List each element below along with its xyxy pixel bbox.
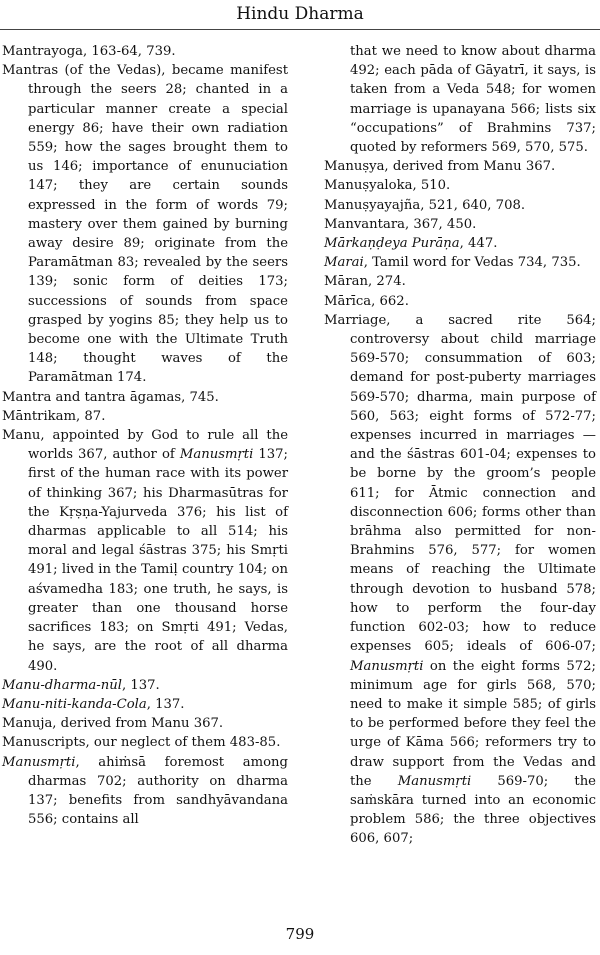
index-entry: Manvantara, 367, 450. <box>324 216 477 232</box>
index-entry: Mantrayoga, 163-64, 739. <box>2 44 176 59</box>
running-header: Hindu Dharma <box>236 4 364 24</box>
header-rule <box>0 29 600 30</box>
index-entry: Manuṣya, derived from Manu 367. <box>324 159 556 175</box>
index-entry: Mantras (of the Vedas), became manifest through the seers 28; chanted in a particular manner create a special energy 86; have their own radiation 559; how the sages brought them to us 146; importance of enunuciation 147; they are certain sounds expressed in the form of words 79; mastery over them gained by burning away desire 89; originate from the Paramātman 83; revealed by the seers 139; sonic form of deities 173; successions of sounds from space grasped by yogins 85; they help us to become one with the Ultimate Truth 148; thought waves of the Paramātman 174. <box>2 63 288 386</box>
index-entry: Manuṣyaloka, 510. <box>324 178 451 194</box>
index-entry: Manuscripts, our neglect of them 483-85. <box>2 735 281 751</box>
index-column-right <box>324 42 596 849</box>
index-entry: Mārīca, 662. <box>324 293 409 309</box>
index-entry-continuation: that we need to know about dharma 492; each pāda of Gāyatrī, it says, is taken from a Veda 548; for women marriage is upanayana 566; lists six “occupations” of Brahmins 737; quoted by reformers 569, 570, 575. <box>350 44 596 156</box>
index-entry: Manuṣyayajña, 521, 640, 708. <box>324 197 526 213</box>
index-entry: Manu, appointed by God to rule all the worlds 367, author of Manusmṛti 137; first of the human race with its power of thinking 367; his Dharmasūtras for the Kṛṣṇa-Yajurveda 376; his list of dharmas applicable to all 514; his moral and legal śāstras 375; his Smṛti 491; lived in the Tamiḷ country 104; on aśvamedha 183; one truth, he says, is greater than one thousand horse sacrifices 183; on Smṛti 491; Vedas, he says, are the root of all dharma 490. <box>2 428 288 674</box>
index-entry: Mantra and tantra āgamas, 745. <box>2 389 219 405</box>
index-entry: Māntrikam, 87. <box>2 408 106 424</box>
index-entry: Manuja, derived from Manu 367. <box>2 716 224 732</box>
index-entry: Manusmṛti, ahiṁsā foremost among dharmas 702; authority on dharma 137; benefits from sandhyāvandana 556; contains all <box>2 754 288 828</box>
index-entry: Māran, 274. <box>324 274 406 290</box>
index-column-left <box>2 42 288 829</box>
index-entry: Manu-niti-kanda-Cola, 137. <box>2 696 185 712</box>
index-entry: Mārkaṇḍeya Purāṇa, 447. <box>324 236 498 252</box>
index-entry: Marriage, a sacred rite 564; controversy about child marriage 569-570; consummation of 603; demand for post-puberty marriages 569-570; dharma, main purpose of 560, 563; eight forms of 572-77; expenses incurred in marriages — and the śāstras 601-04; expenses to be borne by the groom’s people 611; for Ātmic connection and disconnection 606; forms other than brāhma also permitted for non-Brahmins 576, 577; for women means of reaching the Ultimate through devotion to husband 578; how to perform the four-day function 602-03; how to reduce expenses 605; ideals of 606-07; Manusmṛti on the eight forms 572; minimum age for girls 568, 570; need to make it simple 585; of girls to be performed before they feel the urge of Kāma 566; reformers try to draw support from the Vedas and the Manusmṛti 569-70; the saṁskāra turned into an economic problem 586; the three objectives 606, 607; <box>324 312 596 847</box>
page-number: 799 <box>285 925 315 943</box>
index-entry: Marai, Tamil word for Vedas 734, 735. <box>324 255 581 271</box>
index-entry: Manu-dharma-nūl, 137. <box>2 677 160 693</box>
